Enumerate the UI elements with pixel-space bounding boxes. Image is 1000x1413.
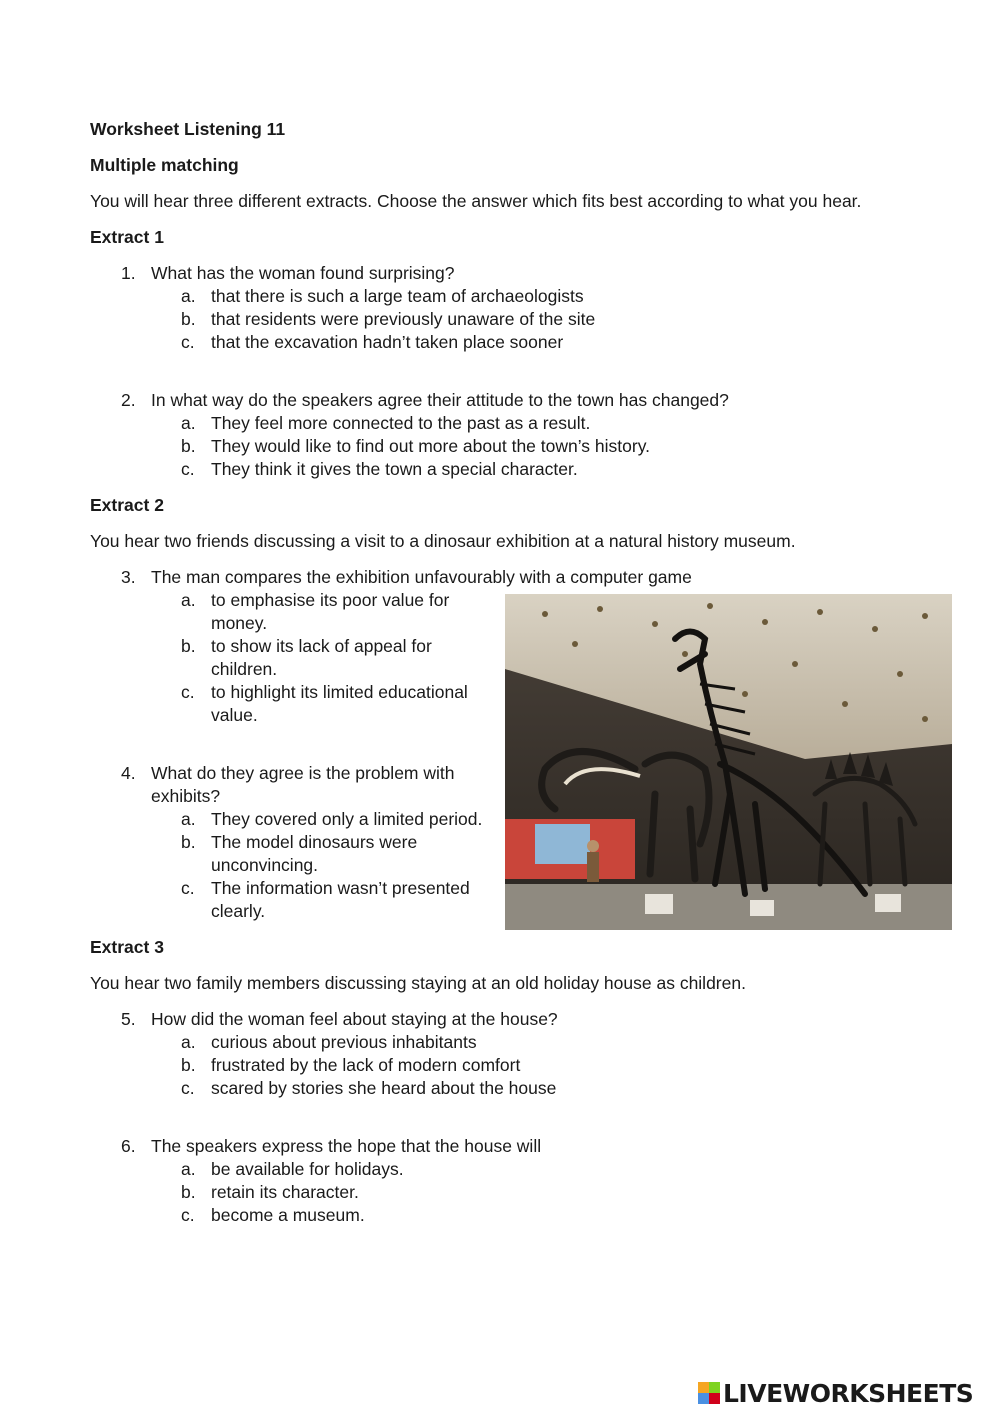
option-text: that residents were previously unaware of the site (211, 309, 596, 329)
option-c[interactable] (90, 331, 960, 354)
question-1 (90, 262, 960, 376)
option-text: be available for holidays. (211, 1159, 404, 1179)
option-text: that the excavation hadn’t taken place sooner (211, 332, 564, 352)
option-letter: b. (181, 436, 196, 456)
instructions: You will hear three different extracts. Choose the answer which fits best according to what you hear. (90, 191, 862, 211)
extract-intro: You hear two family members discussing staying at an old holiday house as children. (90, 973, 746, 993)
question-number: 2. (121, 390, 136, 410)
option-letter: b. (181, 1182, 196, 1202)
dinosaur-skeleton-photo (505, 594, 952, 930)
option-letter: b. (181, 309, 196, 329)
question-text: The speakers express the hope that the house will (151, 1136, 542, 1156)
museum-hall-illustration (505, 594, 952, 930)
liveworksheets-logo (698, 1378, 973, 1408)
option-text: retain its character. (211, 1182, 359, 1202)
extract-intro: You hear two friends discussing a visit to a dinosaur exhibition at a natural history museum. (90, 531, 796, 551)
option-letter: c. (181, 1205, 195, 1225)
option-letter: c. (181, 332, 195, 352)
question-text: How did the woman feel about staying at the house? (151, 1009, 558, 1029)
option-b[interactable] (90, 1054, 960, 1077)
question-5 (90, 1008, 960, 1122)
option-letter: a. (181, 1159, 196, 1179)
question-number: 5. (121, 1009, 136, 1029)
option-letter: a. (181, 590, 196, 610)
question-number: 4. (121, 763, 136, 783)
extract-heading: Extract 3 (90, 937, 164, 957)
option-text: They would like to find out more about the town’s history. (211, 436, 651, 456)
option-letter: b. (181, 1055, 196, 1075)
option-letter: a. (181, 286, 196, 306)
question-number: 3. (121, 567, 136, 587)
question-number: 1. (121, 263, 136, 283)
question-text: The man compares the exhibition unfavourably with a computer game (151, 567, 692, 587)
extract-heading: Extract 1 (90, 227, 164, 247)
worksheet-title: Worksheet Listening 11 (90, 119, 286, 139)
option-letter: c. (181, 459, 195, 479)
option-a[interactable] (90, 285, 960, 308)
option-text: They think it gives the town a special character. (211, 459, 578, 479)
question-text: What has the woman found surprising? (151, 263, 455, 283)
option-text: to highlight its limited educational value. (211, 682, 468, 725)
liveworksheets-logo-icon (698, 1382, 720, 1404)
option-c[interactable] (90, 1077, 960, 1100)
option-letter: b. (181, 636, 196, 656)
option-text: They feel more connected to the past as a result. (211, 413, 591, 433)
option-text: The information wasn’t presented clearly. (211, 878, 470, 921)
option-b[interactable] (90, 435, 960, 458)
option-c[interactable] (90, 1204, 960, 1227)
option-text: become a museum. (211, 1205, 365, 1225)
question-2 (90, 389, 960, 481)
option-b[interactable] (90, 1181, 960, 1204)
option-letter: b. (181, 832, 196, 852)
option-text: that there is such a large team of archaeologists (211, 286, 584, 306)
question-number: 6. (121, 1136, 136, 1156)
option-text: to show its lack of appeal for children. (211, 636, 432, 679)
logo-text: LIVEWORKSHEETS (723, 1378, 974, 1408)
option-a[interactable] (90, 412, 960, 435)
option-text: scared by stories she heard about the house (211, 1078, 557, 1098)
question-6 (90, 1135, 960, 1227)
question-text: What do they agree is the problem with exhibits? (151, 763, 455, 806)
option-letter: c. (181, 878, 195, 898)
option-text: curious about previous inhabitants (211, 1032, 477, 1052)
option-letter: c. (181, 1078, 195, 1098)
option-letter: a. (181, 1032, 196, 1052)
option-letter: a. (181, 413, 196, 433)
option-letter: c. (181, 682, 195, 702)
option-text: frustrated by the lack of modern comfort (211, 1055, 521, 1075)
extract-heading: Extract 2 (90, 495, 164, 515)
question-text: In what way do the speakers agree their attitude to the town has changed? (151, 390, 729, 410)
option-b[interactable] (90, 308, 960, 331)
option-text: to emphasise its poor value for money. (211, 590, 450, 633)
option-letter: a. (181, 809, 196, 829)
option-text: The model dinosaurs were unconvincing. (211, 832, 418, 875)
worksheet-subtitle: Multiple matching (90, 155, 239, 175)
option-text: They covered only a limited period. (211, 809, 483, 829)
option-c[interactable] (90, 458, 960, 481)
option-a[interactable] (90, 1158, 960, 1181)
option-a[interactable] (90, 1031, 960, 1054)
